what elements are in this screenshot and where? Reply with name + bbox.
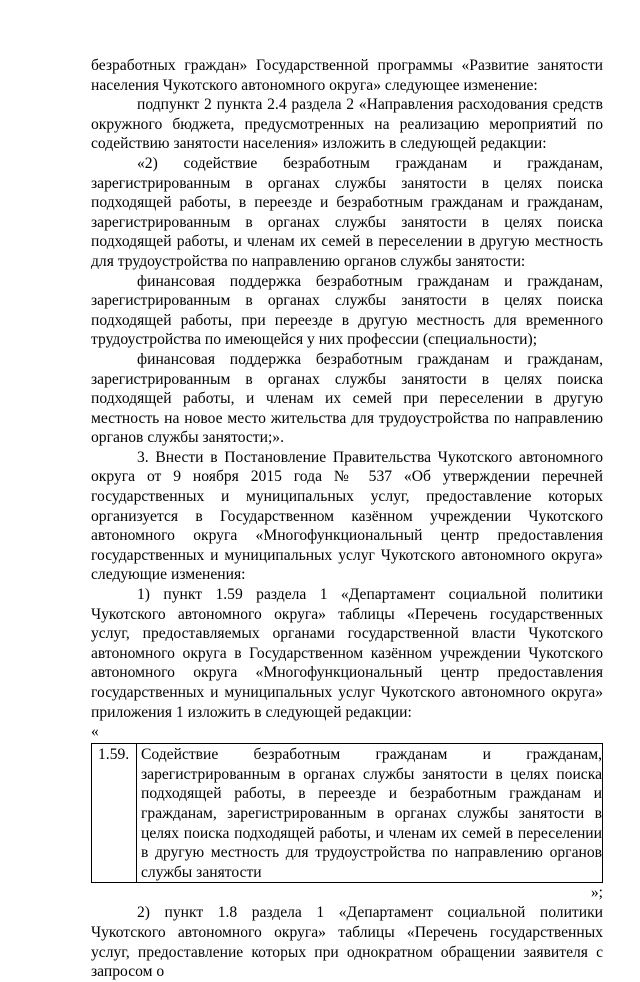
amendment-table xyxy=(91,743,603,883)
quote-open-mark: « xyxy=(91,723,99,741)
quote-close-mark: »; xyxy=(590,884,603,902)
paragraph-item-2: «2) содействие безработным гражданам и гражданам, зарегистрированным в органах службы занятости в целях поиска подходящей работы, в переезде и безработным гражданам и гражданам, зарегистрированным в органах службы занятости в целях поиска подходящей работы, и членам их семей в переселении в другую местность для трудоустройства по направлению органов службы занятости: xyxy=(91,154,603,270)
paragraph-financial-support-temporary: финансовая поддержка безработным гражданам и гражданам, зарегистрированным в органах службы занятости в целях поиска подходящей работы, при переезде в другую местность для временного трудоустройства по имеющейся у них профессии (специальности); xyxy=(91,272,603,349)
table-row xyxy=(92,744,603,883)
paragraph-subpoint-2-4: подпункт 2 пункта 2.4 раздела 2 «Направления расходования средств окружного бюджета, предусмотренных на реализацию мероприятий по содействию занятости населения» изложить в следующей редакции: xyxy=(91,96,603,153)
document-body xyxy=(91,56,603,982)
table-cell-text: Содействие безработным гражданам и гражданам, зарегистрированным в органах службы занятости в целях поиска подходящей работы, в переезде и безработным гражданам и гражданам, зарегистрированным в органах службы занятости в целях поиска подходящей работы, и членам их семей в переселении в другую местность для трудоустройства по направлению органов службы занятости xyxy=(137,744,603,883)
paragraph-continuation: безработных граждан» Государственной программы «Развитие занятости населения Чукотского автономного округа» следующее изменение: xyxy=(91,57,603,94)
table-cell-number: 1.59. xyxy=(92,744,137,883)
paragraph-point-1-8: 2) пункт 1.8 раздела 1 «Департамент социальной политики Чукотского автономного округа» таблицы «Перечень государственных услуг, предоставление которых при однократном обращении заявителя с запросом о xyxy=(91,904,603,981)
paragraph-section-3: 3. Внести в Постановление Правительства Чукотского автономного округа от 9 ноября 2015 года № 537 «Об утверждении перечней государственных и муниципальных услуг, предоставление которых организуется в Государственном казённом учреждении Чукотского автономного округа «Многофункциональный центр предоставления государственных и муниципальных услуг Чукотского автономного округа» следующие изменения: xyxy=(91,448,603,584)
paragraph-point-1-59: 1) пункт 1.59 раздела 1 «Департамент социальной политики Чукотского автономного округа» таблицы «Перечень государственных услуг, предоставляемых органами государственной власти Чукотского автономного округа в Государственном казённом учреждении Чукотского автономного округа «Многофункциональный центр предоставления государственных и муниципальных услуг Чукотского автономного округа» приложения 1 изложить в следующей редакции: xyxy=(91,586,603,721)
paragraph-financial-support-relocation: финансовая поддержка безработным гражданам и гражданам, зарегистрированным в органах службы занятости в целях поиска подходящей работы, и членам их семей при переселении в другую местность на новое место жительства для трудоустройства по направлению органов службы занятости;». xyxy=(91,350,603,447)
